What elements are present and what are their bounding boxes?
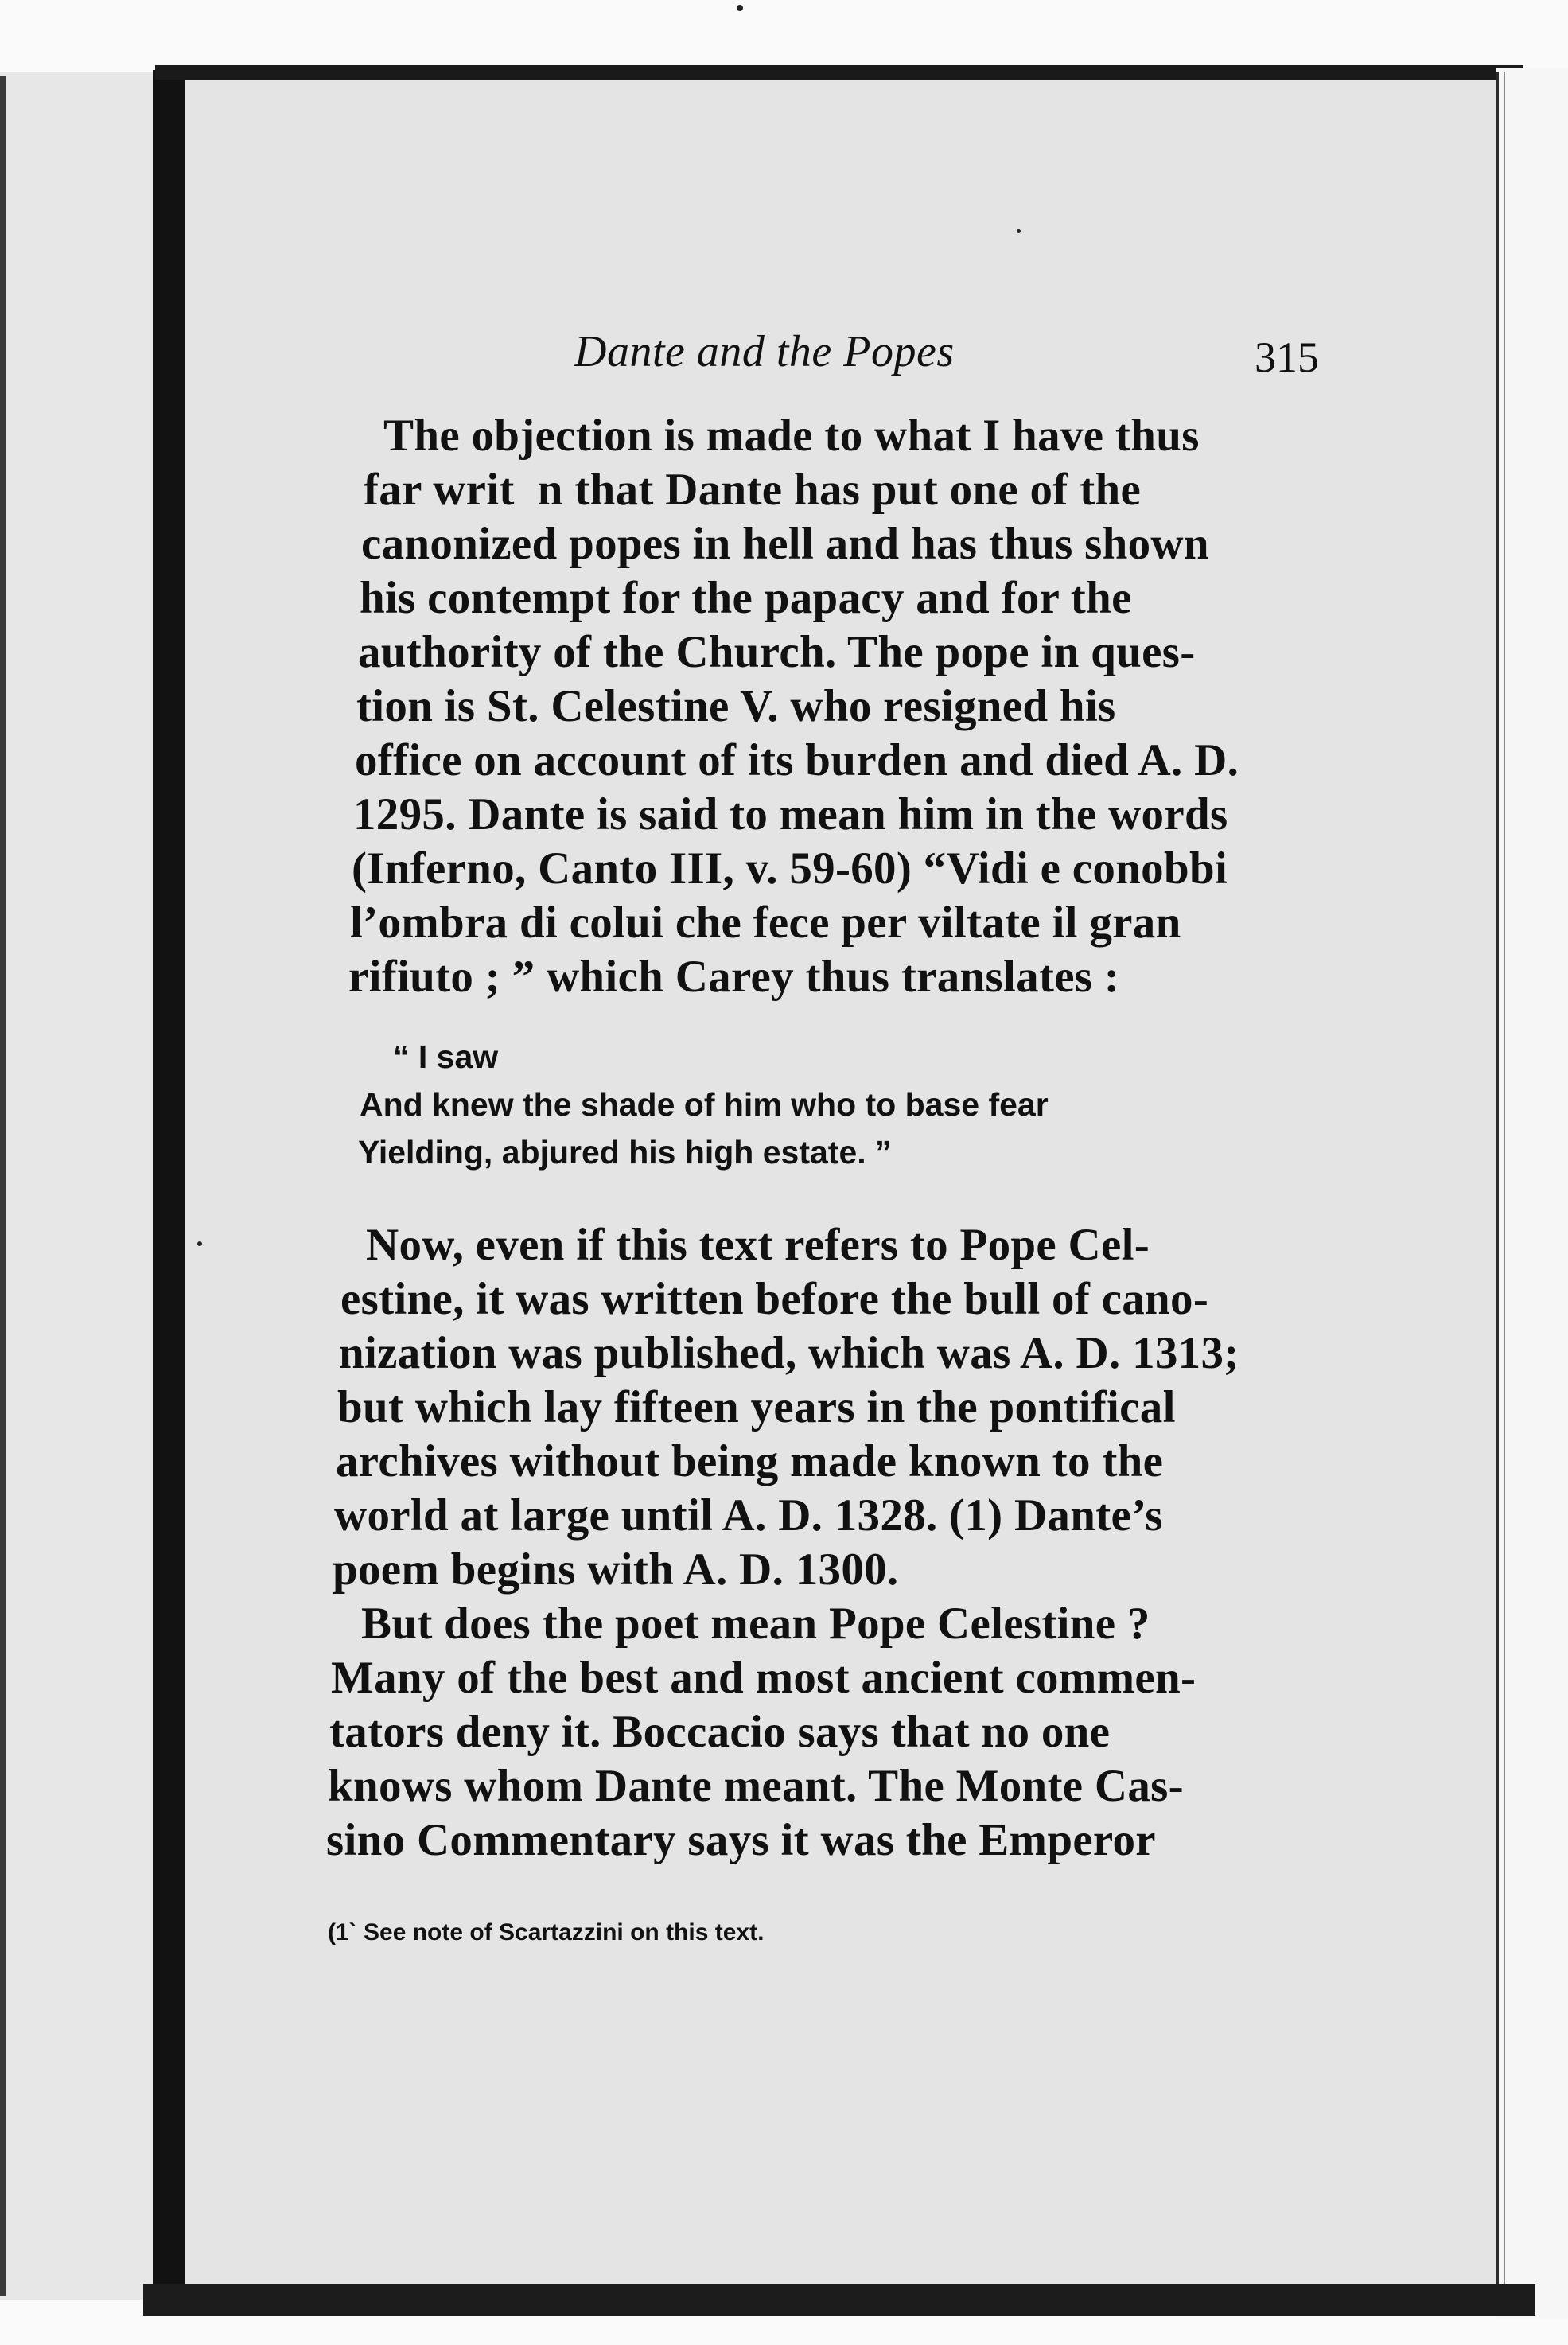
scan-speck	[737, 5, 743, 11]
paragraph-1-line: 1295. Dante is said to mean him in the words	[353, 789, 1228, 839]
quote-line: And knew the shade of him who to base fear	[360, 1086, 1049, 1123]
paragraph-1-line: tion is St. Celestine V. who resigned his	[356, 681, 1116, 731]
paragraph-1-line: rifiuto ; ” which Carey thus translates :	[348, 952, 1120, 1002]
running-head: Dante and the Popes	[574, 327, 955, 376]
previous-leaf-edge	[0, 72, 155, 2300]
page-number: 315	[1255, 333, 1319, 381]
left-shadow	[0, 76, 6, 2296]
paragraph-2-line: world at large until A. D. 1328. (1) Dante’s	[334, 1490, 1163, 1541]
paragraph-2-line: estine, it was written before the bull of cano-	[340, 1274, 1209, 1324]
paragraph-1-line: The objection is made to what I have thus	[383, 411, 1200, 461]
scan-speck	[1017, 229, 1021, 233]
paragraph-2-line: Now, even if this text refers to Pope Cel-	[366, 1220, 1150, 1270]
paragraph-2-line: nization was published, which was A. D. 1313;	[339, 1328, 1239, 1378]
paragraph-2-line: poem begins with A. D. 1300.	[333, 1545, 899, 1595]
paragraph-3-line: sino Commentary says it was the Emperor	[326, 1815, 1156, 1865]
paragraph-3-line: knows whom Dante meant. The Monte Cas-	[328, 1761, 1184, 1811]
paragraph-1-line: office on account of its burden and died A. D.	[355, 735, 1239, 785]
quote-line: Yielding, abjured his high estate. ”	[358, 1134, 892, 1171]
paragraph-2-line: archives without being made known to the	[336, 1436, 1164, 1486]
top-scan-border	[155, 65, 1523, 80]
binding-gutter	[153, 70, 185, 2290]
paragraph-1-line: (Inferno, Canto III, v. 59-60) “Vidi e conobbi	[352, 843, 1228, 894]
paragraph-1-line: authority of the Church. The pope in ques-	[358, 627, 1196, 677]
paragraph-1-line: far writ n that Dante has put one of the	[364, 465, 1142, 515]
right-page-edge	[1496, 72, 1499, 2300]
paragraph-3-line: Many of the best and most ancient commen-	[331, 1653, 1196, 1703]
book-page	[185, 80, 1496, 2284]
paragraph-1-line: his contempt for the papacy and for the	[360, 573, 1132, 623]
scan-speck	[197, 1241, 202, 1246]
right-page-edge-inner	[1504, 72, 1505, 2300]
paragraph-2-line: but which lay fifteen years in the pontifical	[337, 1382, 1176, 1432]
paragraph-1-line: canonized popes in hell and has thus shown	[361, 519, 1209, 569]
bottom-scan-border	[143, 2284, 1535, 2316]
right-margin	[1496, 68, 1568, 2320]
paragraph-3-line: tators deny it. Boccacio says that no one	[329, 1707, 1111, 1757]
paragraph-1-line: l’ombra di colui che fece per viltate il gran	[350, 898, 1181, 948]
quote-line: “ I saw	[393, 1038, 499, 1075]
footnote: (1` See note of Scartazzini on this text.	[328, 1919, 765, 1946]
paragraph-3-line: But does the poet mean Pope Celestine ?	[361, 1599, 1150, 1649]
